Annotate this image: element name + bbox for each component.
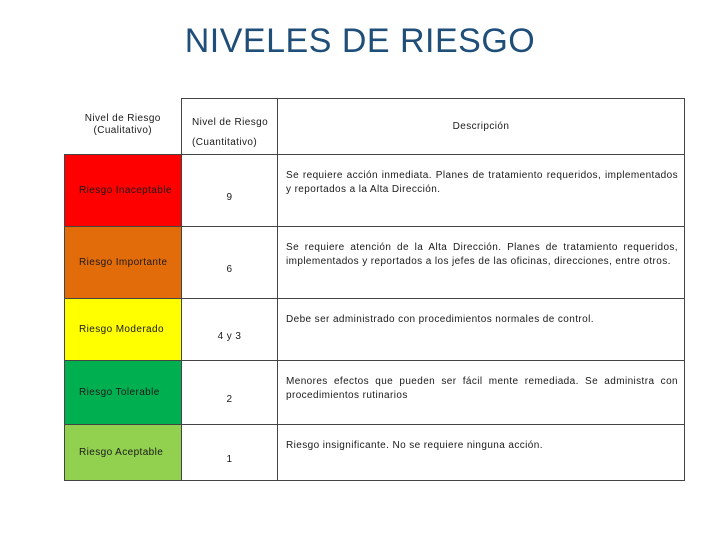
header-qualitative (65, 99, 182, 155)
table-row (65, 299, 685, 361)
level-cell-importante: Riesgo Importante (65, 227, 182, 299)
page-title: NIVELES DE RIESGO (184, 22, 536, 60)
description-cell: Menores efectos que pueden ser fácil mente remediada. Se administra con procedimientos rutinarios (278, 361, 685, 425)
header-quantitative (182, 99, 278, 155)
description-cell: Debe ser administrado con procedimientos normales de control. (278, 299, 685, 361)
header-qualitative-line1: Nivel de Riesgo (84, 112, 161, 124)
header-quantitative-line2: (Cuantitativo) (192, 137, 258, 148)
header-description: Descripción (278, 99, 685, 155)
value-cell: 6 (182, 227, 278, 299)
header-qualitative-line2: (Cualitativo) (93, 124, 153, 136)
description-cell: Riesgo insignificante. No se requiere ninguna acción. (278, 425, 685, 481)
table-row (65, 155, 685, 227)
value-cell: 2 (182, 361, 278, 425)
value-cell: 4 y 3 (182, 299, 278, 361)
value-cell: 1 (182, 425, 278, 481)
level-cell-moderado: Riesgo Moderado (65, 299, 182, 361)
description-cell: Se requiere acción inmediata. Planes de tratamiento requeridos, implementados y reportados a la Alta Dirección. (278, 155, 685, 227)
description-cell: Se requiere atención de la Alta Dirección. Planes de tratamiento requeridos, implementados y reportados a los jefes de las oficinas, direcciones, entre otros. (278, 227, 685, 299)
level-cell-aceptable: Riesgo Aceptable (65, 425, 182, 481)
level-cell-inaceptable: Riesgo Inaceptable (65, 155, 182, 227)
table-row (65, 361, 685, 425)
table-row (65, 425, 685, 481)
value-cell: 9 (182, 155, 278, 227)
level-cell-tolerable: Riesgo Tolerable (65, 361, 182, 425)
table-row (65, 227, 685, 299)
risk-levels-table (64, 98, 684, 486)
header-quantitative-line1: Nivel de Riesgo (192, 117, 269, 128)
table-header-row (65, 99, 685, 155)
